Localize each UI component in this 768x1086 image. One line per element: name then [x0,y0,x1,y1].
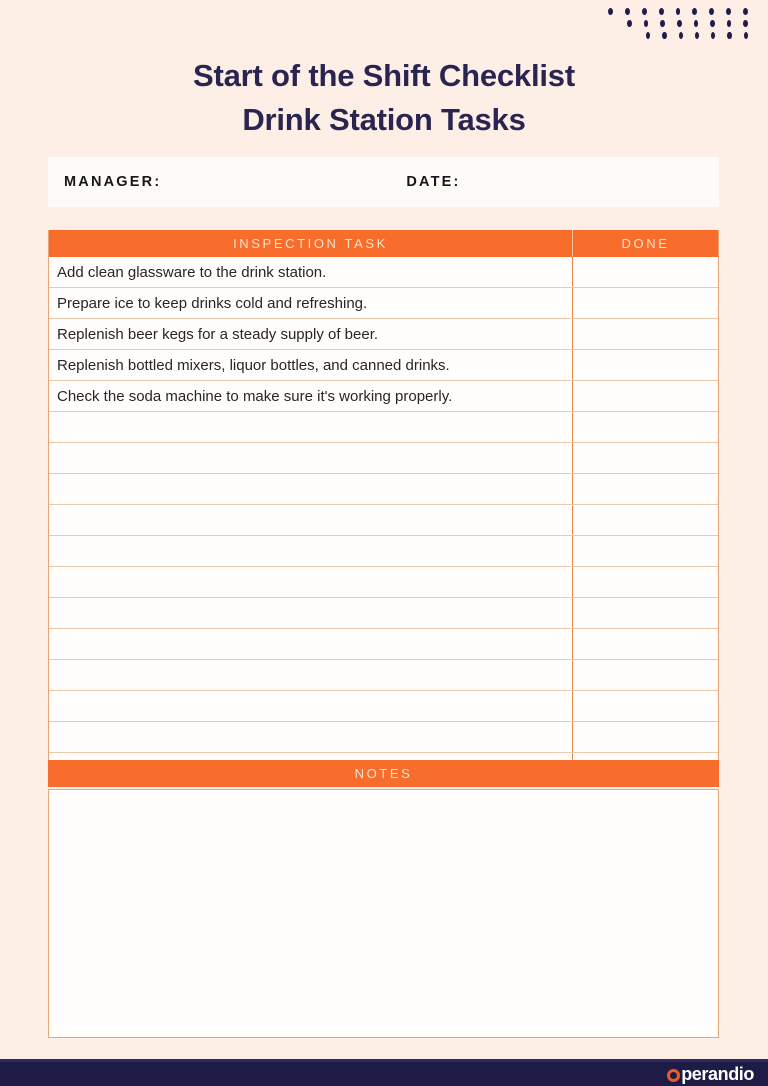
table-row [49,381,718,412]
done-cell[interactable] [573,567,718,597]
dot-grid-row [608,32,760,39]
grid-dot-icon [709,8,714,15]
task-cell[interactable]: Replenish beer kegs for a steady supply of beer. [49,319,573,349]
table-row [49,598,718,629]
table-row [49,288,718,319]
task-cell[interactable] [49,722,573,752]
table-body [49,257,718,784]
grid-dot-icon [692,8,697,15]
operandio-o-mark-icon [667,1069,680,1082]
table-row [49,660,718,691]
task-cell[interactable]: Prepare ice to keep drinks cold and refreshing. [49,288,573,318]
manager-label: MANAGER: [64,174,162,190]
table-row [49,567,718,598]
operandio-logo [667,1064,754,1084]
operandio-logo-text: perandio [681,1064,754,1084]
grid-dot-icon [679,32,683,39]
grid-dot-icon [726,8,731,15]
dot-grid-decoration [608,8,760,60]
done-cell[interactable] [573,691,718,721]
dot-grid-row [608,20,760,27]
table-row [49,350,718,381]
grid-dot-icon [627,20,632,27]
column-header-done: DONE [621,236,670,251]
column-header-inspection-task: INSPECTION TASK [49,230,573,257]
table-row [49,629,718,660]
notes-input-area[interactable] [48,789,719,1038]
done-cell[interactable] [573,350,718,380]
grid-dot-icon [660,20,665,27]
table-header-row [49,230,718,257]
page-title-line-2: Drink Station Tasks [242,102,526,137]
grid-dot-icon [677,20,682,27]
grid-dot-icon [608,8,613,15]
done-cell[interactable] [573,257,718,287]
table-row [49,257,718,288]
grid-dot-icon [646,32,650,39]
grid-dot-icon [727,32,731,39]
table-row [49,536,718,567]
grid-dot-icon [644,20,649,27]
grid-dot-icon [744,32,748,39]
done-cell[interactable] [573,412,718,442]
done-cell[interactable] [573,629,718,659]
done-cell[interactable] [573,536,718,566]
page-title [0,54,768,142]
done-cell[interactable] [573,660,718,690]
task-cell[interactable] [49,412,573,442]
task-cell[interactable] [49,474,573,504]
done-cell[interactable] [573,381,718,411]
task-cell[interactable] [49,567,573,597]
task-cell[interactable] [49,629,573,659]
done-cell[interactable] [573,598,718,628]
grid-dot-icon [625,8,630,15]
done-cell[interactable] [573,288,718,318]
grid-dot-icon [727,20,732,27]
table-row [49,412,718,443]
grid-dot-icon [662,32,666,39]
task-cell[interactable] [49,598,573,628]
task-cell[interactable] [49,536,573,566]
table-row [49,505,718,536]
task-cell[interactable]: Check the soda machine to make sure it's working properly. [49,381,573,411]
grid-dot-icon [694,20,699,27]
task-cell[interactable]: Replenish bottled mixers, liquor bottles, and canned drinks. [49,350,573,380]
done-cell[interactable] [573,505,718,535]
done-cell[interactable] [573,474,718,504]
table-row [49,691,718,722]
task-cell[interactable] [49,505,573,535]
inspection-task-table [48,230,719,785]
grid-dot-icon [710,20,715,27]
notes-header: NOTES [48,760,719,787]
grid-dot-icon [695,32,699,39]
table-row [49,722,718,753]
task-cell[interactable] [49,660,573,690]
done-cell[interactable] [573,722,718,752]
grid-dot-icon [743,8,748,15]
grid-dot-icon [659,8,664,15]
grid-dot-icon [642,8,647,15]
task-cell[interactable] [49,691,573,721]
grid-dot-icon [676,8,681,15]
table-row [49,474,718,505]
meta-bar [48,157,719,207]
dot-grid-row [608,8,760,15]
done-cell[interactable] [573,319,718,349]
task-cell[interactable] [49,443,573,473]
done-cell[interactable] [573,443,718,473]
page-title-line-1: Start of the Shift Checklist [193,58,575,93]
table-row [49,319,718,350]
date-label: DATE: [406,174,461,190]
grid-dot-icon [711,32,715,39]
task-cell[interactable]: Add clean glassware to the drink station. [49,257,573,287]
table-row [49,443,718,474]
footer-bar [0,1062,768,1086]
grid-dot-icon [743,20,748,27]
